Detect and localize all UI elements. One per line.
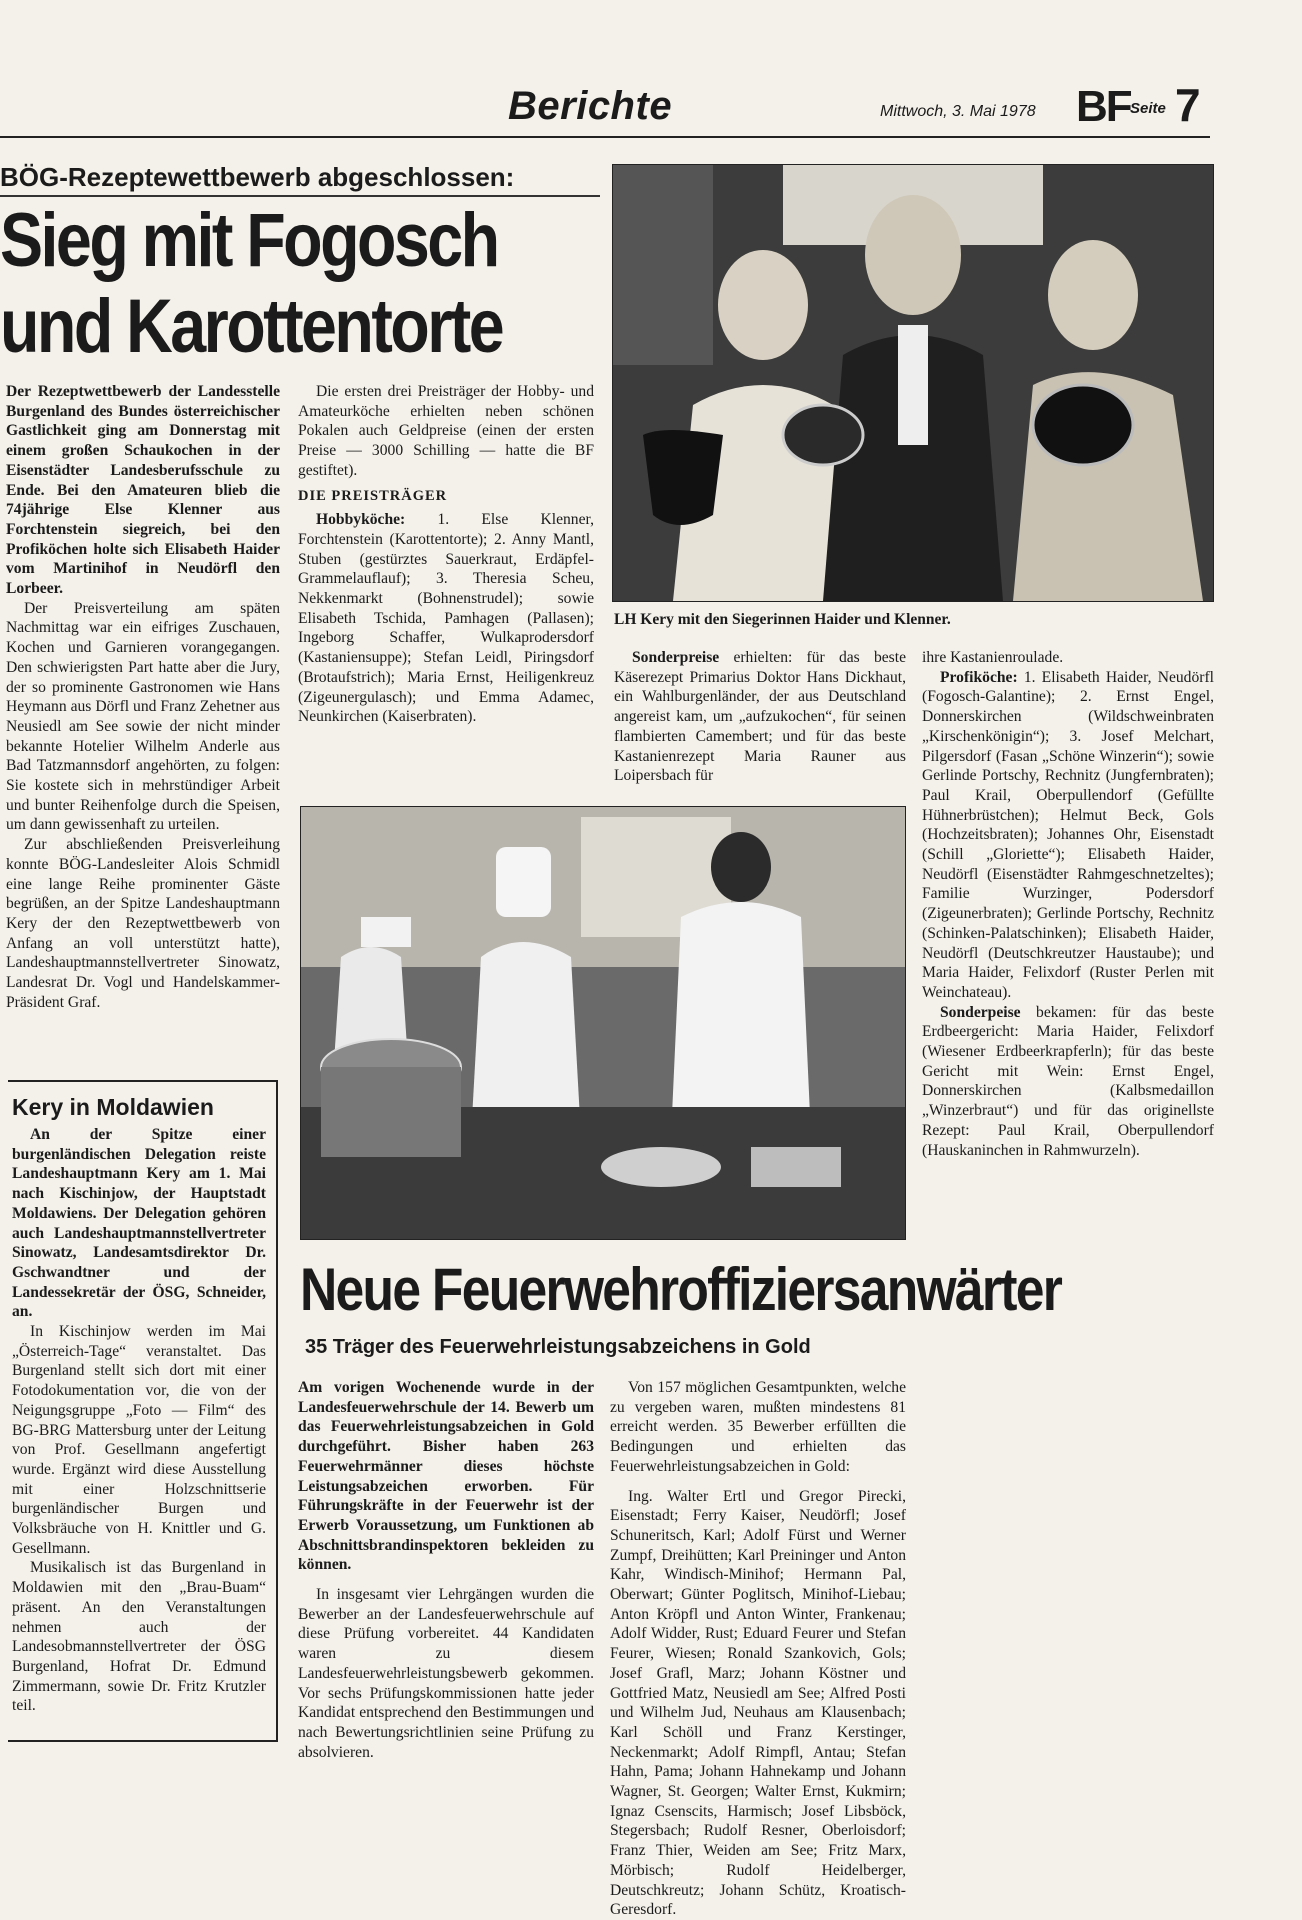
headline-line-2: und Karottentorte	[0, 284, 503, 369]
article-paragraph: Zur abschließenden Preisverleihung konnte BÖG-Landesleiter Alois Schmidl eine lange Reihe prominenter Gäste begrüßen, an der Spitze Landeshauptmann Kery der den Rezeptwettbewerb von Anfang an voll unterstützt hatte), Landeshauptmannstellvertreter Sinowatz, Landesrat Dr. Vogl und Handelskammer-Präsident Graf.	[6, 836, 280, 1011]
hobby-text: 1. Else Klenner, Forchtenstein (Karottentorte); 2. Anny Mantl, Stuben (gestürztes Sauerkraut, Erdäpfel-Grammelauflauf); 3. Theresia Scheu, Nekkenmarkt (Bohnenstrudel); sowie Elisabeth Tschida, Pamhagen (Pallasen); Ingeborg Schaffer, Wulkaprodersdorf (Kastaniensuppe); Stefan Leidl, Piringsdorf (Brotaufstrich); Maria Ernst, Heiligenkreuz (Zigeunergulasch); und Emma Adamec, Neunkirchen (Kaiserbraten).	[298, 511, 594, 726]
fire-article-headline: Neue Feuerwehroffiziersanwärter	[300, 1256, 1062, 1323]
page-label: Seite	[1130, 100, 1166, 117]
photo-cooking-image	[301, 807, 905, 1239]
fire-column-2	[610, 1378, 906, 1919]
fire-awardees: Ing. Walter Ertl und Gregor Pirecki, Eisenstadt; Ferry Kaiser, Neudörfl; Josef Schuneritsch, Karl; Adolf Fürst und Werner Zumpf, Dreihütten; Karl Preininger und Anton Kahr, Windisch-Minihof; Hermann Pal, Oberwart; Günter Poglitsch, Minihof-Liebau; Anton Kröpfl und Anton Winter, Frankenau; Adolf Widder, Rust; Eduard Feurer und Stefan Feurer, Wiesen; Ronald Szankovich, Gols; Josef Grafl, Marz; Johann Köstner und Gottfried Matz, Neusiedl am See; Alfred Posti und Wilhelm Jud, Neuhaus am Klausenbach; Karl Schöll und Franz Kerstinger, Neckenmarkt; Adolf Rimpfl, Antau; Stefan Hahn, Pama; Johann Hahnekamp und Johann Wagner, St. Georgen; Walter Ernst, Kukmirn; Ignaz Csenscits, Harmisch; Josef Libsböck, Stegersbach; Rudolf Resner, Oberloisdorf; Franz Thier, Weiden am See; Fritz Marx, Mörbisch; Rudolf Heidelberger, Deutschkreutz; Johann Schütz, Kroatisch-Geresdorf.	[610, 1487, 906, 1919]
article-column-1	[6, 382, 280, 1062]
article-column-2	[298, 382, 594, 800]
section-title: Berichte	[508, 84, 673, 128]
special-prizes-text: erhielten: für das beste Käserezept Primarius Doktor Hans Dickhaut, ein Wahlburgenländer, der aus Deutschland angereist kam, um „aufzukochen“, für seinen flambierten Camembert; und für das beste Kastanienrezept Maria Rauner aus Loipersbach für	[614, 649, 906, 785]
photo-winners	[612, 164, 1214, 602]
special-prizes-2-text: bekamen: für das beste Erdbeergericht: Maria Haider, Felixdorf (Wiesener Erdbeerkrapferln); für das beste Gericht mit Wein: Ernst Engel, Donnerskirchen (Kalbsmedaillon „Winzerbraut“) und für das originellste Rezept: Paul Krail, Oberpullendorf (Hauskaninchen in Rahmwurzeln).	[922, 1003, 1214, 1159]
pro-label: Profiköche:	[940, 668, 1018, 686]
sidebar-box	[8, 1080, 278, 1742]
fire-paragraph: In insgesamt vier Lehrgängen wurden die Bewerber an der Landesfeuerwehrschule auf diese Prüfung vorbereitet. 44 Kandidaten waren zu diesem Landesfeuerwehrleistungsbewerb gekommen. Vor sechs Prüfungskommissionen hatte jeder Kandidat entsprechend den Bestimmungen und nach Bewertungsrichtlinien seine Prüfung zu absolvieren.	[298, 1586, 594, 1761]
sidebar-body	[12, 1125, 266, 1716]
hobby-label: Hobbyköche:	[316, 511, 406, 529]
article-column-4	[922, 648, 1214, 1234]
article-paragraph: Der Preisverteilung am späten Nachmittag war ein eifriges Zuschauen, Kochen und Garnieren vorangegangen. Den schwierigsten Part hatte aber die Jury, der so prominente Gastronomen wie Hans Heymann aus Dörfl und Franz Zehetner aus Neusiedl am See sowie der nicht minder bekannte Hotelier Wilhelm Anderle aus Bad Tatzmannsdorf angehörten, zu folgen: Sie kostete sich in mehrstündiger Arbeit und bunter Reihenfolge durch die Speisen, um dann gewissenhaft zu urteilen.	[6, 599, 280, 834]
winners-subhead: DIE PREISTRÄGER	[298, 487, 448, 504]
sidebar-paragraph: Musikalisch ist das Burgenland in Moldawien mit den „Brau-Buam“ präsent. An den Veranstaltungen nehmen auch der Landesobmannstellvertreter der ÖSG Burgenland, Hofrat Dr. Edmund Zimmermann, sowie Dr. Fritz Krutzler teil.	[12, 1559, 266, 1715]
photo-winners-image	[613, 165, 1213, 601]
article-lead: Der Rezeptwettbewerb der Landesstelle Burgenland des Bundes österreichischer Gastlichkeit ging am Donnerstag mit einem großen Schaukochen in der Eisenstädter Landesberufsschule zu Ende. Bei den Amateuren blieb die 74jährige Else Klenner aus Forchtenstein siegreich, bei den Profiköchen holte sich Elisabeth Haider vom Martinihof in Neudörfl den Lorbeer.	[6, 383, 280, 598]
newspaper-logo: BF	[1076, 82, 1131, 131]
photo-caption: LH Kery mit den Siegerinnen Haider und Klenner.	[614, 611, 951, 628]
article-headline	[0, 198, 595, 370]
article-column-3	[614, 648, 906, 800]
issue-date: Mittwoch, 3. Mai 1978	[880, 103, 1036, 120]
article-kicker: BÖG-Rezeptewettbewerb abgeschlossen:	[0, 162, 600, 197]
sidebar-title: Kery in Moldawien	[12, 1094, 214, 1120]
sidebar-paragraph: In Kischinjow werden im Mai „Österreich-Tage“ veranstaltet. Das Burgenland stellt sich dort mit einer Fotodokumentation vor, die von der Neigungsgruppe „Foto — Film“ des BG-BRG Mattersburg unter der Leitung von Prof. Gesellmann angefertigt wurde. Ergänzt wird diese Ausstellung mit einer Holzschnittserie burgenländischer Burgen und Volksbräuche von H. Knittler und G. Gesellmann.	[12, 1323, 266, 1557]
sidebar-lead: An der Spitze einer burgenländischen Delegation reiste Landeshauptmann Kery am 1. Mai nach Kischinjow, der Hauptstadt Moldawiens. Der Delegation gehören auch Landeshauptmannstellvertreter Sinowatz, Landesamtsdirektor Dr. Gschwandtner und der Landessekretär der ÖSG, Schneider, an.	[12, 1126, 266, 1321]
fire-paragraph: Von 157 möglichen Gesamtpunkten, welche zu vergeben waren, mußten mindestens 81 erreicht werden. 35 Bewerber erfüllten die Bedingungen und erhielten das Feuerwehrleistungsabzeichen in Gold:	[610, 1379, 906, 1475]
photo-cooking	[300, 806, 906, 1240]
fire-article-subhead: 35 Träger des Feuerwehrleistungsabzeichens in Gold	[305, 1336, 811, 1358]
special-prizes	[614, 648, 906, 786]
article-paragraph: ihre Kastanienroulade.	[922, 649, 1064, 666]
fire-column-1	[298, 1378, 594, 1761]
special-prizes-2-label: Sonderpeise	[940, 1003, 1021, 1021]
article-paragraph: Die ersten drei Preisträger der Hobby- und Amateurköche erhielten neben schönen Pokalen auch Geldpreise (einen der ersten Preise — 3000 Schilling — hatte die BF gestiftet).	[298, 383, 594, 479]
pro-text: 1. Elisabeth Haider, Neudörfl (Fogosch-Galantine); 2. Ernst Engel, Donnerskirchen (Wildschweinbraten „Kirschenkönigin“); 3. Josef Melchart, Pilgersdorf (Fasan „Schöne Winzerin“); sowie Gerlinde Portschy, Rechnitz (Jungfernbraten); Paul Krail, Oberpullendorf (Gefüllte Hühnerbrüstchen); Helmut Beck, Gols (Hochzeitsbraten); Johannes Ohr, Eisenstadt (Schill „Gloriette“); Elisabeth Haider, Neudörfl (Eisenstädter Rahmgeschnetzeltes); Familie Wurzinger, Podersdorf (Zigeunerbraten); Gerlinde Portschy, Rechnitz (Schinken-Palatschinken); Elisabeth Haider, Neudörfl (Deutschkreutzer Haustaube); und Maria Haider, Felixdorf (Ruster Perlen mit Weinchateau).	[922, 668, 1214, 1001]
special-prizes-2	[922, 1003, 1214, 1161]
hobby-winners	[298, 510, 594, 727]
pro-winners	[922, 668, 1214, 1003]
masthead-rule	[0, 136, 1210, 138]
page-number: 7	[1175, 79, 1201, 131]
headline-line-1: Sieg mit Fogosch	[0, 198, 498, 283]
special-prizes-label: Sonderpreise	[632, 649, 720, 666]
fire-lead: Am vorigen Wochenende wurde in der Landesfeuerwehrschule der 14. Bewerb um das Feuerwehrleistungsabzeichen in Gold durchgeführt. Bisher haben 263 Feuerwehrmänner dieses höchste Leistungsabzeichen erworben. Für Führungskräfte in der Feuerwehr ist der Erwerb Voraussetzung, um Funktionen ab Abschnittsbrandinspektoren bekleiden zu können.	[298, 1379, 594, 1574]
